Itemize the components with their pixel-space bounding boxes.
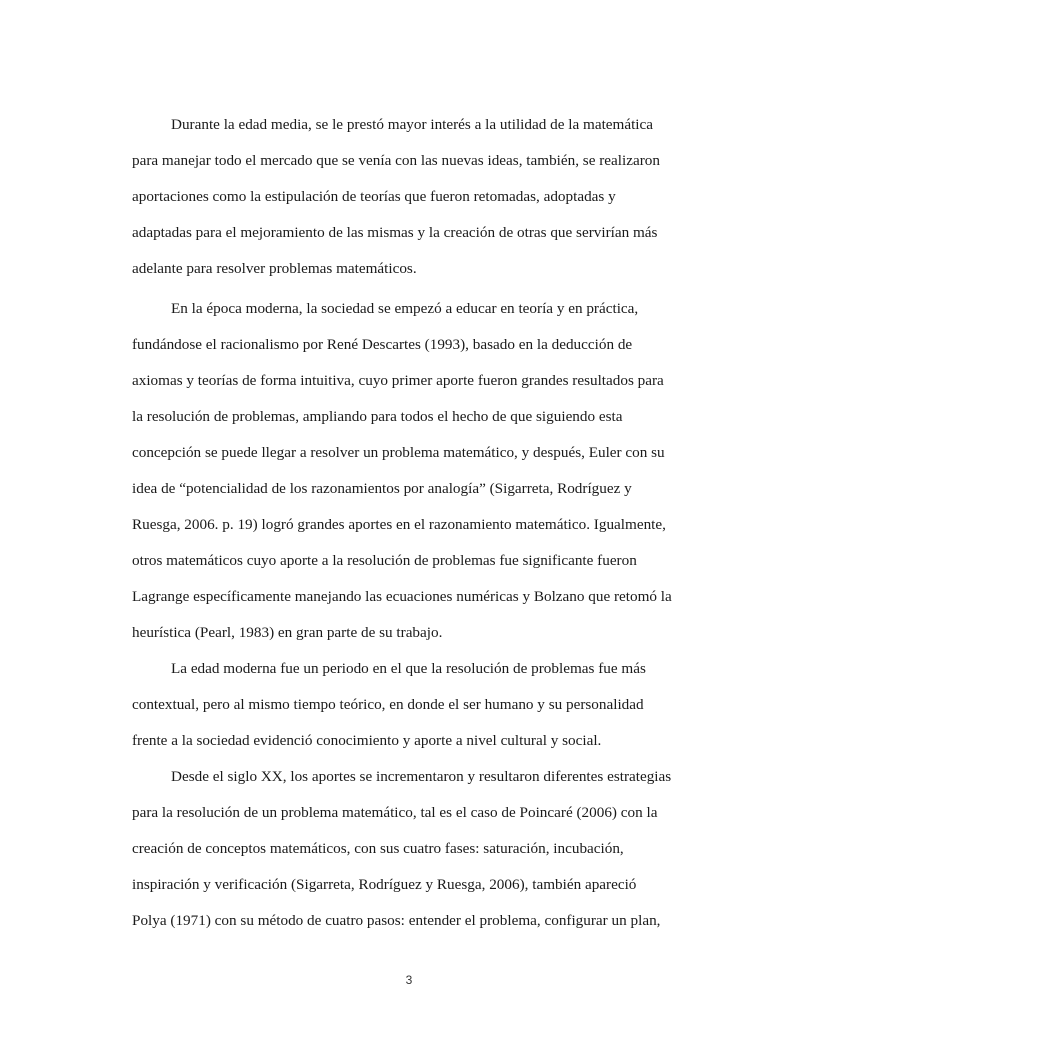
paragraph-4-line-1: Desde el siglo XX, los aportes se incrementaron y resultaron diferentes estrategias (171, 768, 672, 785)
paragraph-2-line-8: otros matemáticos cuyo aporte a la resolución de problemas fue significante fueron (132, 552, 637, 569)
paragraph-1-line-2: para manejar todo el mercado que se venía con las nuevas ideas, también, se realizaron (132, 152, 660, 169)
paragraph-2-line-10: heurística (Pearl, 1983) en gran parte de su trabajo. (132, 624, 443, 641)
page-number: 3 (405, 973, 413, 987)
paragraph-1-line-3: aportaciones como la estipulación de teorías que fueron retomadas, adoptadas y (132, 188, 616, 205)
paragraph-4-line-2: para la resolución de un problema matemático, tal es el caso de Poincaré (2006) con la (132, 804, 658, 821)
paragraph-4-line-5: Polya (1971) con su método de cuatro pasos: entender el problema, configurar un plan, (132, 912, 661, 929)
paragraph-1-line-1: Durante la edad media, se le prestó mayor interés a la utilidad de la matemática (171, 116, 654, 133)
paragraph-1-line-4: adaptadas para el mejoramiento de las mismas y la creación de otras que servirían más (132, 224, 658, 241)
paragraph-2-line-7: Ruesga, 2006. p. 19) logró grandes aportes en el razonamiento matemático. Igualmente, (132, 516, 666, 533)
paragraph-2-line-5: concepción se puede llegar a resolver un problema matemático, y después, Euler con su (132, 444, 665, 461)
paragraph-2-line-1: En la época moderna, la sociedad se empezó a educar en teoría y en práctica, (171, 300, 639, 317)
paragraph-3-line-2: contextual, pero al mismo tiempo teórico, en donde el ser humano y su personalidad (132, 696, 644, 713)
paragraph-2-line-9: Lagrange específicamente manejando las ecuaciones numéricas y Bolzano que retomó la (132, 588, 672, 605)
paragraph-4-line-3: creación de conceptos matemáticos, con sus cuatro fases: saturación, incubación, (132, 840, 624, 857)
paragraph-2-line-6: idea de “potencialidad de los razonamientos por analogía” (Sigarreta, Rodríguez y (132, 480, 632, 497)
paragraph-1-line-5: adelante para resolver problemas matemáticos. (132, 260, 417, 277)
paragraph-2-line-2: fundándose el racionalismo por René Descartes (1993), basado en la deducción de (132, 336, 633, 353)
paragraph-3-line-3: frente a la sociedad evidenció conocimiento y aporte a nivel cultural y social. (132, 732, 602, 749)
paragraph-2-line-3: axiomas y teorías de forma intuitiva, cuyo primer aporte fueron grandes resultados para (132, 372, 664, 389)
paragraph-4-line-4: inspiración y verificación (Sigarreta, Rodríguez y Ruesga, 2006), también apareció (132, 876, 637, 893)
paragraph-2-line-4: la resolución de problemas, ampliando para todos el hecho de que siguiendo esta (132, 408, 623, 425)
paragraph-3-line-1: La edad moderna fue un periodo en el que la resolución de problemas fue más (171, 660, 646, 677)
body-text (132, 107, 708, 939)
